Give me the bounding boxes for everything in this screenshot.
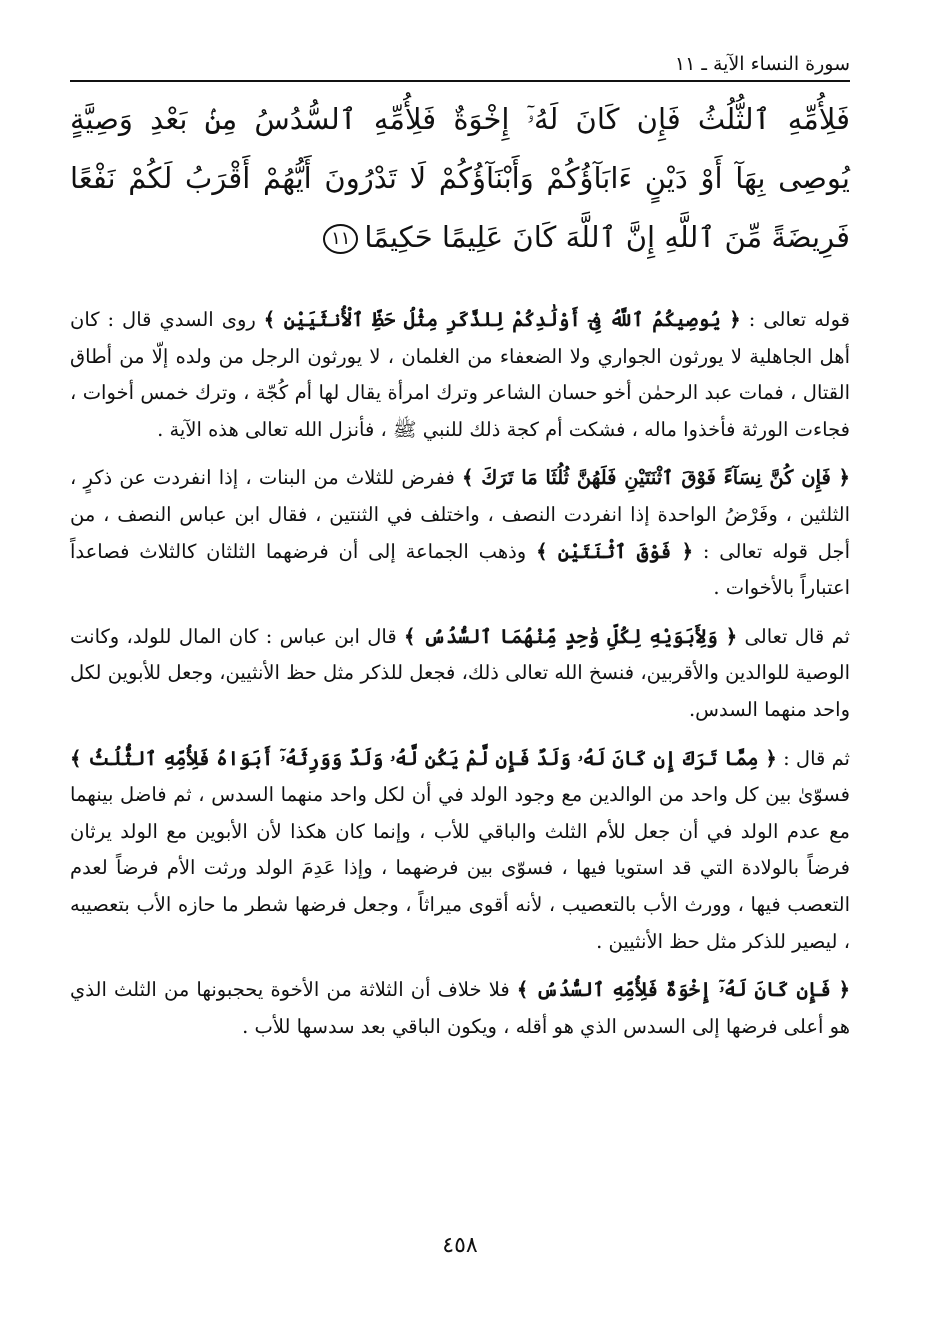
commentary-paragraph xyxy=(70,619,850,729)
quran-verse-block xyxy=(70,90,850,267)
paragraph-text: فلا خلاف أن الثلاثة من الأخوة يحجبونها من الثلث الذي هو أعلى فرضها إلى السدس الذي هو أقله ، ويكون الباقي بعد سدسها للأب . xyxy=(70,978,850,1038)
header-rule xyxy=(70,80,850,82)
paragraph-lead-text: قوله تعالى : xyxy=(740,308,850,331)
quranic-quote: ﴿ فَإِن كَانَ لَهُۥٓ إِخْوَةٌ فَلِأُمِّهِ ٱلسُّدُسُ ﴾ xyxy=(516,978,850,1002)
paragraph-lead-text: ثم قال تعالى xyxy=(737,624,850,648)
quranic-quote: ﴿ فَإِن كُنَّ نِسَآءً فَوْقَ ٱثْنَتَيْنِ فَلَهُنَّ ثُلُثَا مَا تَرَكَ ﴾ xyxy=(462,466,850,490)
quranic-quote: ﴿ وَلِأَبَوَيْهِ لِكُلِّ وَٰحِدٍ مِّنْهُمَا ٱلسُّدُسُ ﴾ xyxy=(404,624,738,648)
paragraph-text: ففرض للثلاث من البنات ، إذا انفردت عن ذكرٍ ، الثلثين ، وفَرْضُ الواحدة إذا انفردت النصف ، واختلف في الثنتين ، فقال ابن عباس النصف ، من أجل قوله تعالى : xyxy=(70,466,850,563)
paragraph-text: قال ابن عباس : كان المال للولد، وكانت الوصية للوالدين والأقربين، فنسخ الله تعالى ذلك، فجعل للذكر مثل حظ الأنثيين، وجعل للأبوين لكل واحد منهما السدس. xyxy=(70,624,850,721)
verse-text: فَلِأُمِّهِ ٱلثُّلُثُ فَإِن كَانَ لَهُۥٓ إِخْوَةٌ فَلِأُمِّهِ ٱلسُّدُسُ مِنۢ بَعْدِ وَصِيَّةٍ يُوصِى بِهَآ أَوْ دَيْنٍ ءَابَآؤُكُمْ وَأَبْنَآؤُكُمْ لَا تَدْرُونَ أَيُّهُمْ أَقْرَبُ لَكُمْ نَفْعًا فَرِيضَةً مِّنَ ٱللَّهِ إِنَّ ٱللَّهَ كَانَ عَلِيمًا حَكِيمًا xyxy=(70,102,850,254)
commentary-paragraph xyxy=(70,972,850,1045)
commentary-paragraph xyxy=(70,460,850,606)
paragraph-text: وذهب الجماعة إلى أن فرضهما الثلثان كالثلاث فصاعداً اعتباراً بالأخوات . xyxy=(70,539,850,600)
paragraph-lead-text: ثم قال : xyxy=(776,746,850,770)
quranic-quote: ﴿ يُوصِيكُمُ ٱللَّهُ فِىٓ أَوْلَٰدِكُمْ لِلذَّكَرِ مِثْلُ حَظِّ ٱلْأُنثَيَيْنِ ﴾ xyxy=(263,308,741,331)
quranic-quote: ﴿ مِمَّا تَرَكَ إِن كَانَ لَهُۥ وَلَدٌ فَإِن لَّمْ يَكُن لَّهُۥ وَلَدٌ وَوَرِثَهُۥٓ أَبَوَاهُ فَلِأُمِّهِ ٱلثُّلُثُ ﴾ xyxy=(70,746,777,770)
paragraph-text: فسوّىٰ بين كل واحد من الوالدين مع وجود الولد في أن لكل واحد منهما السدس ، ثم فاضل بينهما مع عدم الولد في أن جعل للأم الثلث والباقي للأب ، وإنما كان هكذا لأن الأبوين مع الولد يرثان فرضاً بالولادة التي قد استويا فيها ، فسوّى بين فرضهما ، وإذا عَدِمَ الولد ورثت الأم فرضاً لعدم التعصب فيها ، وورث الأب بالتعصيب ، لأنه أقوى ميراثاً ، وجعل فرضها شطر ما حازه الأب بتعصيبه ، ليصير للذكر مثل حظ الأنثيين . xyxy=(70,783,850,953)
verse-number-marker: ١١ xyxy=(323,224,358,254)
quranic-quote: ﴿ فَوْقَ ٱثْنَتَيْنِ ﴾ xyxy=(536,539,694,563)
paragraph-text: روى السدي قال : كان أهل الجاهلية لا يورثون الجواري ولا الضعفاء من الغلمان ، لا يورثون الرجل من ولده إلّا من أطاق القتال ، فمات عبد الرحمٰن أخو حسان الشاعر وترك امرأة يقال لها أم كُجّة ، وترك خمس أخوات ، فجاءت الورثة فأخذوا ماله ، فشكت أم كجة ذلك للنبي ﷺ ، فأنزل الله تعالى هذه الآية . xyxy=(70,308,850,441)
commentary-body xyxy=(70,302,850,1045)
page-number: ٤٥٨ xyxy=(442,1233,478,1258)
book-page xyxy=(70,40,850,1300)
commentary-paragraph xyxy=(70,741,850,961)
running-header: سورة النساء الآية ـ ١١ xyxy=(674,53,850,75)
commentary-paragraph xyxy=(70,302,850,448)
